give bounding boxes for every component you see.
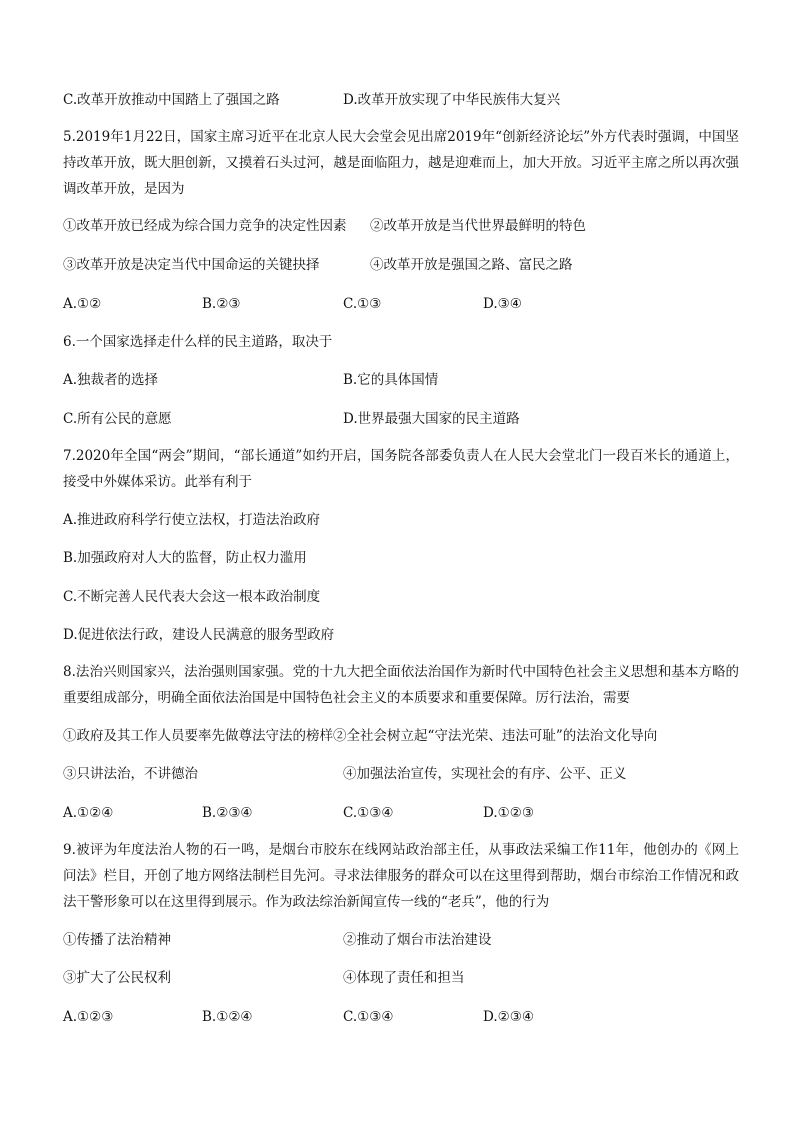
q9-option-d: D.②③④ xyxy=(483,1009,534,1025)
q6-option-a: A.独裁者的选择 xyxy=(63,372,159,388)
q5-option-d: D.③④ xyxy=(483,296,522,312)
q7-stem: 7.2020年全国“两会”期间，“部长通道”如约开启，国务院各部委负责人在人民大会堂北门一段百米长的通道上，接受中外媒体采访。此举有利于 xyxy=(63,448,739,490)
q8-item-3: ③只讲法治，不讲德治 xyxy=(63,766,198,782)
q8-option-b: B.②③④ xyxy=(202,805,253,821)
q9-option-b: B.①②④ xyxy=(202,1009,253,1025)
q6-option-b: B.它的具体国情 xyxy=(343,372,439,388)
q6-option-c: C.所有公民的意愿 xyxy=(63,411,172,427)
q5-option-a: A.①② xyxy=(63,296,102,312)
q4-option-c: C.改革开放推动中国踏上了强国之路 xyxy=(63,92,280,108)
q6-option-d: D.世界最强大国家的民主道路 xyxy=(343,411,520,427)
q7-option-d: D.促进依法行政，建设人民满意的服务型政府 xyxy=(63,627,335,643)
q8-items-1-2: ①政府及其工作人员要率先做尊法守法的榜样②全社会树立起“守法光荣、违法可耻”的法治文化导向 xyxy=(63,728,658,744)
q9-item-3: ③扩大了公民权利 xyxy=(63,970,171,986)
q6-stem: 6.一个国家选择走什么样的民主道路，取决于 xyxy=(63,334,333,350)
q5-option-b: B.②③ xyxy=(202,296,241,312)
q5-item-3: ③改革开放是决定当代中国命运的关键抉择 xyxy=(63,257,320,273)
q8-stem: 8.法治兴则国家兴，法治强则国家强。党的十九大把全面依法治国作为新时代中国特色社会主义思想和基本方略的重要组成部分，明确全面依法治国是中国特色社会主义的本质要求和重要保障。厉行法治，需要 xyxy=(63,664,739,706)
q9-item-1: ①传播了法治精神 xyxy=(63,932,171,948)
q8-item-4: ④加强法治宣传，实现社会的有序、公平、正义 xyxy=(343,766,627,782)
q5-stem: 5.2019年1月22日，国家主席习近平在北京人民大会堂会见出席2019年“创新经济论坛”外方代表时强调，中国坚持改革开放，既大胆创新，又摸着石头过河，越是面临阻力，越是迎难而上，加大开放。习近平主席之所以再次强调改革开放，是因为 xyxy=(63,129,739,197)
q9-item-2: ②推动了烟台市法治建设 xyxy=(343,932,492,948)
q8-option-d: D.①②③ xyxy=(483,805,534,821)
q8-option-c: C.①③④ xyxy=(343,805,394,821)
q8-option-a: A.①②④ xyxy=(63,805,114,821)
q7-option-c: C.不断完善人民代表大会这一根本政治制度 xyxy=(63,589,321,605)
q9-stem: 9.被评为年度法治人物的石一鸣，是烟台市胶东在线网站政治部主任，从事政法采编工作11年，他创办的《网上问法》栏目，开创了地方网络法制栏目先河。寻求法律服务的群众可以在这里得到帮助，烟台市综治工作情况和政法干警形象可以在这里得到展示。作为政法综治新闻宣传一线的“老兵”，他的行为 xyxy=(63,842,739,910)
q7-option-b: B.加强政府对人大的监督，防止权力滥用 xyxy=(63,550,307,566)
q9-option-c: C.①③④ xyxy=(343,1009,394,1025)
q7-option-a: A.推进政府科学行使立法权，打造法治政府 xyxy=(63,512,321,528)
q9-option-a: A.①②③ xyxy=(63,1009,114,1025)
q5-item-4: ④改革开放是强国之路、富民之路 xyxy=(370,257,573,273)
q5-option-c: C.①③ xyxy=(343,296,382,312)
q4-option-d: D.改革开放实现了中华民族伟大复兴 xyxy=(343,92,561,108)
q5-item-1: ①改革开放已经成为综合国力竞争的决定性因素 xyxy=(63,218,347,234)
q5-item-2: ②改革开放是当代世界最鲜明的特色 xyxy=(370,218,586,234)
q9-item-4: ④体现了责任和担当 xyxy=(343,970,465,986)
